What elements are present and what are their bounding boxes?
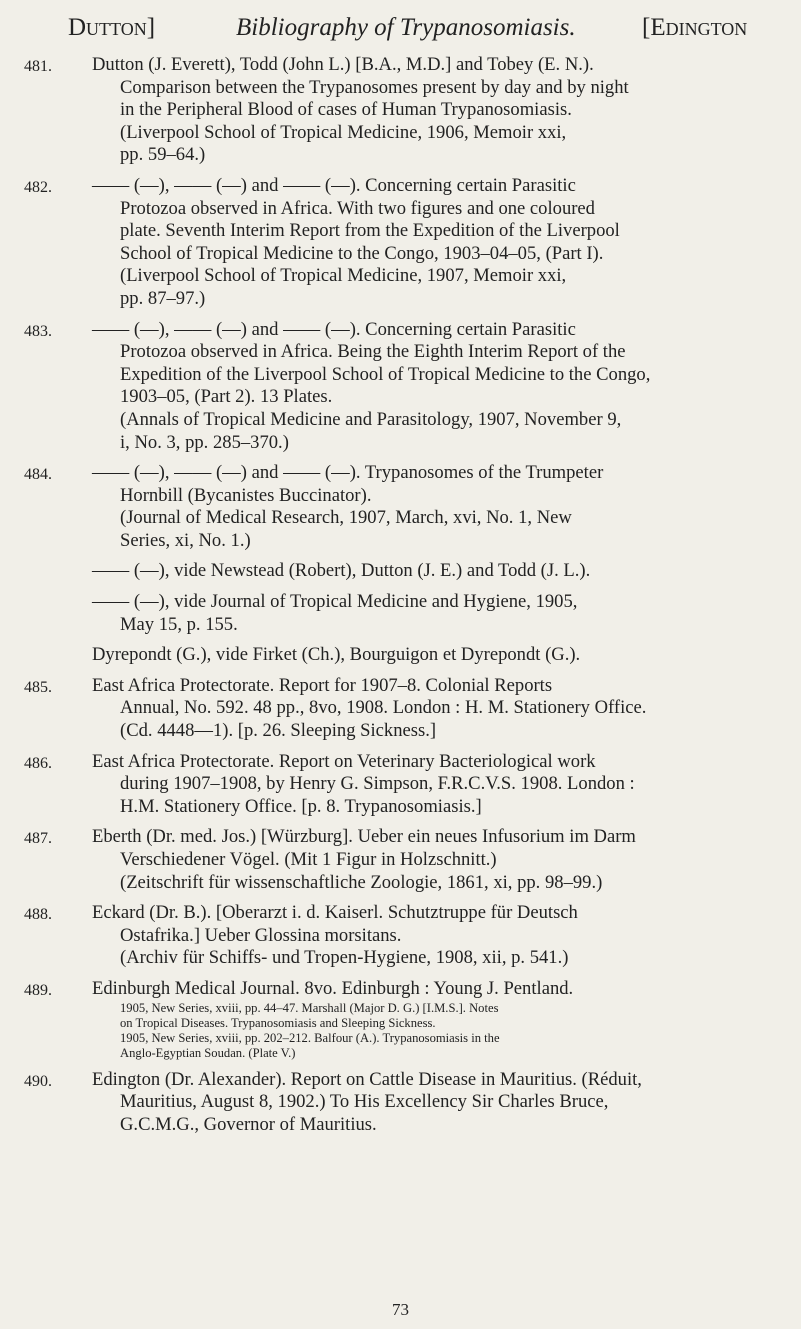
entry-note-line: Anglo-Egyptian Soudan. (Plate V.)	[120, 1045, 296, 1060]
entry-note-line: 1905, New Series, xviii, pp. 202–212. Balfour (A.). Trypanosomiasis in the	[120, 1030, 500, 1045]
entry-line: Verschiedener Vögel. (Mit 1 Figur in Holzschnitt.)	[120, 849, 497, 870]
bibliography-entry	[24, 319, 784, 455]
entry-line: —— (—), vide Newstead (Robert), Dutton (J. E.) and Todd (J. L.).	[92, 560, 591, 582]
entry-line: Mauritius, August 8, 1902.) To His Excellency Sir Charles Bruce,	[120, 1091, 609, 1113]
entry-line: —— (—), —— (—) and —— (—). Trypanosomes of the Trumpeter	[92, 462, 604, 484]
entry-line: (Cd. 4448—1). [p. 26. Sleeping Sickness.]	[120, 720, 437, 742]
entry-line: plate. Seventh Interim Report from the Expedition of the Liverpool	[120, 220, 620, 242]
entry-number: 486.	[24, 754, 52, 772]
entry-line: in the Peripheral Blood of cases of Human Trypanosomiasis.	[120, 99, 572, 121]
bibliography-entry	[24, 54, 784, 167]
entry-number: 485.	[24, 678, 52, 696]
entry-line: (Journal of Medical Research, 1907, March, xvi, No. 1, New	[120, 507, 572, 529]
entry-line: i, No. 3, pp. 285–370.)	[120, 431, 289, 453]
entry-line: Eckard (Dr. B.). [Oberarzt i. d. Kaiserl. Schutztruppe für Deutsch	[92, 902, 578, 924]
entry-line: —— (—), —— (—) and —— (—). Concerning certain Parasitic	[92, 318, 576, 340]
entry-line: during 1907–1908, by Henry G. Simpson, F.R.C.V.S. 1908. London :	[120, 773, 635, 795]
entry-line: Dutton (J. Everett), Todd (John L.) [B.A., M.D.] and Tobey (E. N.).	[92, 54, 594, 75]
header-right: [Edington	[642, 14, 748, 41]
entry-line: H.M. Stationery Office. [p. 8. Trypanosomiasis.]	[120, 795, 482, 817]
entry-number: 481.	[24, 58, 52, 75]
entry-number: 487.	[24, 830, 52, 848]
bibliography-entry	[24, 462, 784, 552]
entry-line: (Liverpool School of Tropical Medicine, 1906, Memoir xxi,	[120, 121, 567, 143]
entry-number: 489.	[24, 981, 52, 999]
entry-number: 482.	[24, 178, 52, 196]
entry-note-line: 1905, New Series, xviii, pp. 44–47. Marshall (Major D. G.) [I.M.S.]. Notes	[120, 1000, 499, 1015]
running-header	[68, 6, 780, 50]
entry-line: Eberth (Dr. med. Jos.) [Würzburg]. Ueber ein neues Infusorium im Darm	[92, 826, 636, 848]
entry-line: School of Tropical Medicine to the Congo, 1903–04–05, (Part I).	[120, 242, 604, 264]
entry-line: G.C.M.G., Governor of Mauritius.	[120, 1113, 377, 1135]
bibliography-entries	[24, 54, 784, 1144]
bibliography-entry	[24, 902, 784, 970]
entry-line: Expedition of the Liverpool School of Tropical Medicine to the Congo,	[120, 363, 651, 385]
entry-number: 488.	[24, 906, 52, 924]
entry-line: pp. 59–64.)	[120, 144, 206, 166]
entry-line: —— (—), vide Journal of Tropical Medicine and Hygiene, 1905,	[92, 591, 578, 613]
entry-line: East Africa Protectorate. Report on Veterinary Bacteriological work	[92, 750, 596, 772]
entry-line: Ostafrika.] Ueber Glossina morsitans.	[120, 924, 402, 946]
entry-line: 1903–05, (Part 2). 13 Plates.	[120, 386, 333, 408]
entry-line: (Archiv für Schiffs- und Tropen-Hygiene, 1908, xii, p. 541.)	[120, 947, 569, 969]
entry-number: 483.	[24, 322, 52, 340]
entry-line: East Africa Protectorate. Report for 1907–8. Colonial Reports	[92, 674, 553, 696]
entry-line: Annual, No. 592. 48 pp., 8vo, 1908. London : H. M. Stationery Office.	[120, 697, 647, 719]
entry-number: 484.	[24, 466, 52, 484]
entry-line: Edinburgh Medical Journal. 8vo. Edinburgh : Young J. Pentland.	[92, 977, 574, 999]
entry-line: Comparison between the Trypanosomes present by day and by night	[120, 76, 629, 98]
entry-line: May 15, p. 155.	[120, 613, 238, 635]
bibliography-entry	[24, 175, 784, 311]
header-title: Bibliography of Trypanosomiasis.	[236, 14, 576, 41]
entry-line: pp. 87–97.)	[120, 287, 206, 309]
bibliography-entry	[24, 826, 784, 894]
bibliography-entry	[24, 1069, 784, 1137]
page-number: 73	[392, 1300, 409, 1319]
entry-line: Edington (Dr. Alexander). Report on Cattle Disease in Mauritius. (Réduit,	[92, 1068, 642, 1090]
entry-line: (Zeitschrift für wissenschaftliche Zoologie, 1861, xi, pp. 98–99.)	[120, 871, 603, 893]
bibliography-entry	[24, 751, 784, 819]
bibliography-entry	[24, 560, 784, 583]
entry-note-line: on Tropical Diseases. Trypanosomiasis and Sleeping Sickness.	[120, 1015, 436, 1030]
entry-line: (Annals of Tropical Medicine and Parasitology, 1907, November 9,	[120, 408, 622, 430]
entry-line: (Liverpool School of Tropical Medicine, 1907, Memoir xxi,	[120, 265, 567, 287]
header-left: Dutton]	[68, 14, 156, 41]
bibliography-entry	[24, 675, 784, 743]
bibliography-entry	[24, 591, 784, 636]
entry-number: 490.	[24, 1072, 52, 1090]
entry-line: Hornbill (Bycanistes Buccinator).	[120, 484, 372, 506]
entry-line: —— (—), —— (—) and —— (—). Concerning certain Parasitic	[92, 174, 576, 196]
entry-line: Dyrepondt (G.), vide Firket (Ch.), Bourguigon et Dyrepondt (G.).	[92, 644, 581, 666]
bibliography-entry	[24, 978, 784, 1061]
entry-line: Protozoa observed in Africa. With two figures and one coloured	[120, 197, 595, 219]
entry-line: Series, xi, No. 1.)	[120, 529, 251, 551]
bibliography-entry	[24, 644, 784, 667]
entry-line: Protozoa observed in Africa. Being the Eighth Interim Report of the	[120, 341, 626, 363]
